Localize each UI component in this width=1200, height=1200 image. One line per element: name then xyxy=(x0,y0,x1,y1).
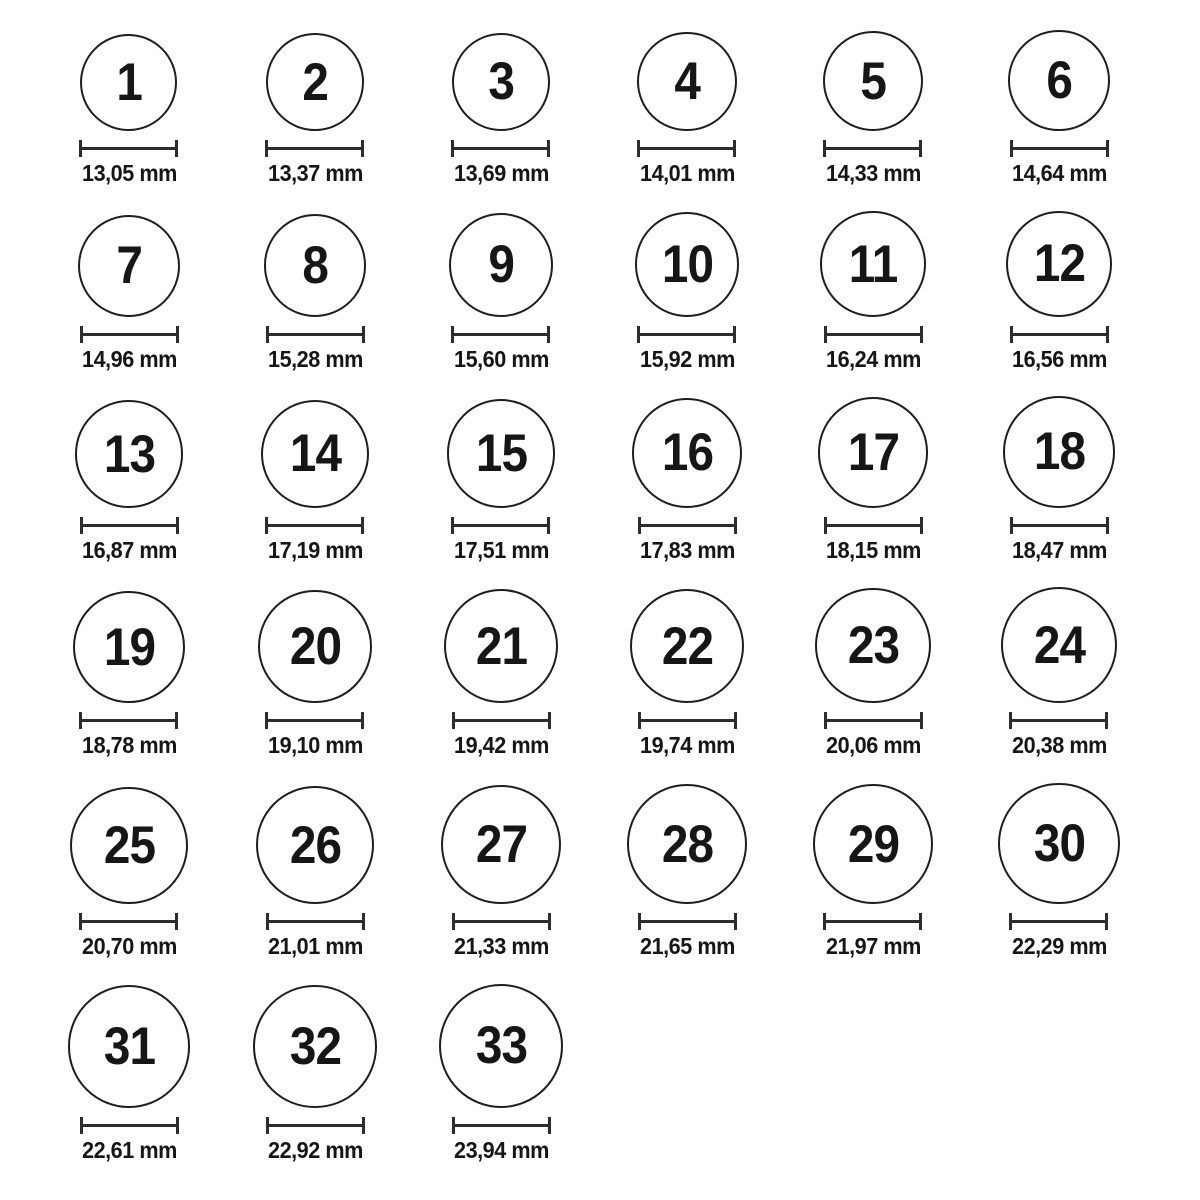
ring-size-number: 23 xyxy=(847,616,899,676)
ring-size-item xyxy=(823,30,924,187)
ring-size-item xyxy=(75,396,182,563)
diameter-ruler-icon xyxy=(451,326,550,343)
ring-size-number: 19 xyxy=(103,617,155,677)
ring-size-item xyxy=(813,783,934,960)
ring-circle xyxy=(813,784,934,905)
ring-size-item xyxy=(632,396,742,563)
ring-size-number: 18 xyxy=(1033,422,1085,482)
diameter-label: 23,94 mm xyxy=(453,1136,549,1163)
ring-size-item xyxy=(447,396,556,563)
diameter-label: 17,51 mm xyxy=(453,536,549,563)
diameter-label: 18,47 mm xyxy=(1011,536,1107,563)
ring-circle xyxy=(823,31,923,131)
ring-size-number: 28 xyxy=(661,814,713,874)
diameter-ruler-icon xyxy=(1010,326,1109,343)
ring-size-number: 30 xyxy=(1033,814,1085,874)
ring-circle xyxy=(444,589,558,703)
diameter-ruler-icon xyxy=(79,913,178,930)
diameter-ruler-icon xyxy=(79,140,178,157)
ring-size-number: 9 xyxy=(488,235,514,295)
ring-size-number: 2 xyxy=(302,52,328,112)
diameter-label: 22,61 mm xyxy=(81,1136,177,1163)
diameter-label: 13,37 mm xyxy=(267,160,363,187)
diameter-label: 22,92 mm xyxy=(267,1136,363,1163)
diameter-label: 20,06 mm xyxy=(825,732,921,759)
diameter-label: 21,01 mm xyxy=(267,933,363,960)
ring-size-item xyxy=(265,30,366,187)
diameter-ruler-icon xyxy=(1009,712,1108,729)
diameter-ruler-icon xyxy=(1010,517,1109,534)
ring-size-number: 24 xyxy=(1033,615,1085,675)
diameter-label: 20,38 mm xyxy=(1011,732,1107,759)
ring-size-number: 8 xyxy=(302,235,328,295)
diameter-ruler-icon xyxy=(79,712,178,729)
ring-circle xyxy=(439,984,563,1108)
ring-circle xyxy=(261,400,369,508)
ring-size-number: 3 xyxy=(488,52,514,112)
ring-size-number: 31 xyxy=(103,1017,155,1077)
ring-size-number: 13 xyxy=(103,424,155,484)
ring-size-item xyxy=(818,396,929,563)
diameter-label: 16,87 mm xyxy=(81,536,177,563)
ring-circle xyxy=(627,784,747,904)
diameter-ruler-icon xyxy=(452,913,551,930)
ring-size-item xyxy=(261,396,369,563)
diameter-ruler-icon xyxy=(80,1117,179,1134)
ring-circle xyxy=(73,591,185,703)
ring-size-item xyxy=(1006,211,1112,373)
diameter-label: 18,15 mm xyxy=(825,536,921,563)
ring-size-item xyxy=(258,587,371,759)
ring-size-item xyxy=(815,587,931,759)
ring-size-item xyxy=(264,211,367,373)
diameter-label: 21,65 mm xyxy=(639,933,735,960)
diameter-ruler-icon xyxy=(265,517,364,534)
ring-size-number: 4 xyxy=(674,51,700,111)
ring-size-item xyxy=(78,211,180,373)
ring-size-number: 11 xyxy=(848,234,898,294)
ring-size-number: 25 xyxy=(103,816,155,876)
diameter-label: 18,78 mm xyxy=(81,732,177,759)
diameter-ruler-icon xyxy=(265,140,364,157)
ring-size-item xyxy=(635,211,740,373)
diameter-label: 20,70 mm xyxy=(81,933,177,960)
diameter-label: 17,83 mm xyxy=(639,536,735,563)
ring-circle xyxy=(253,985,376,1108)
ring-size-item xyxy=(627,783,747,960)
diameter-ruler-icon xyxy=(1009,913,1108,930)
ring-size-number: 10 xyxy=(661,235,713,295)
diameter-label: 15,92 mm xyxy=(639,345,735,372)
ring-circle xyxy=(637,32,737,132)
diameter-label: 19,74 mm xyxy=(639,732,735,759)
diameter-label: 21,97 mm xyxy=(825,933,921,960)
diameter-ruler-icon xyxy=(1010,140,1109,157)
diameter-label: 16,56 mm xyxy=(1011,345,1107,372)
ring-size-item xyxy=(253,984,376,1163)
diameter-ruler-icon xyxy=(266,913,365,930)
ring-size-item xyxy=(637,30,738,187)
ring-circle xyxy=(80,34,177,131)
ring-size-number: 15 xyxy=(475,423,527,483)
ring-circle xyxy=(441,785,560,904)
ring-size-number: 29 xyxy=(847,814,899,874)
diameter-ruler-icon xyxy=(452,712,551,729)
ring-size-item xyxy=(820,211,926,373)
diameter-ruler-icon xyxy=(451,140,550,157)
ring-circle xyxy=(632,398,742,508)
ring-size-item xyxy=(998,783,1120,960)
diameter-label: 13,05 mm xyxy=(81,160,177,187)
ring-size-item xyxy=(1008,30,1109,187)
ring-size-number: 12 xyxy=(1033,234,1085,294)
ring-size-number: 21 xyxy=(475,616,527,676)
ring-size-item xyxy=(256,783,374,960)
diameter-label: 14,64 mm xyxy=(1011,160,1107,187)
diameter-label: 13,69 mm xyxy=(453,160,549,187)
diameter-label: 22,29 mm xyxy=(1011,933,1107,960)
ring-circle xyxy=(635,212,740,317)
ring-size-item xyxy=(73,587,185,759)
ring-size-number: 6 xyxy=(1046,51,1072,111)
diameter-ruler-icon xyxy=(637,326,736,343)
diameter-label: 19,10 mm xyxy=(267,732,363,759)
diameter-ruler-icon xyxy=(824,712,923,729)
ring-circle xyxy=(998,783,1120,905)
ring-circle xyxy=(68,985,191,1108)
ring-circle xyxy=(1008,30,1109,131)
ring-size-number: 5 xyxy=(860,51,886,111)
ring-size-number: 33 xyxy=(475,1016,527,1076)
diameter-ruler-icon xyxy=(638,712,737,729)
diameter-ruler-icon xyxy=(823,140,922,157)
ring-circle xyxy=(266,33,364,131)
diameter-ruler-icon xyxy=(266,1117,365,1134)
ring-size-item xyxy=(630,587,745,759)
ring-size-number: 27 xyxy=(475,815,527,875)
ring-circle xyxy=(78,215,180,317)
diameter-ruler-icon xyxy=(266,326,365,343)
ring-size-item xyxy=(79,30,180,187)
ring-size-number: 16 xyxy=(661,423,713,483)
ring-size-number: 22 xyxy=(661,616,713,676)
ring-circle xyxy=(70,787,187,904)
ring-size-item xyxy=(451,30,552,187)
diameter-label: 14,01 mm xyxy=(639,160,735,187)
ring-circle xyxy=(75,400,182,507)
diameter-ruler-icon xyxy=(80,326,179,343)
diameter-label: 17,19 mm xyxy=(267,536,363,563)
ring-circle xyxy=(264,214,367,317)
ring-circle xyxy=(1006,211,1112,317)
ring-size-number: 32 xyxy=(289,1016,341,1076)
diameter-label: 16,24 mm xyxy=(825,345,921,372)
ring-size-item xyxy=(441,783,560,960)
ring-size-number: 1 xyxy=(116,53,142,113)
ring-circle xyxy=(815,588,931,704)
diameter-ruler-icon xyxy=(638,517,737,534)
diameter-ruler-icon xyxy=(451,517,550,534)
ring-size-number: 7 xyxy=(116,236,142,296)
diameter-label: 15,60 mm xyxy=(453,345,549,372)
diameter-ruler-icon xyxy=(265,712,364,729)
ring-circle xyxy=(452,33,551,132)
diameter-label: 19,42 mm xyxy=(453,732,549,759)
diameter-label: 14,96 mm xyxy=(81,345,177,372)
ring-size-item xyxy=(70,783,187,960)
diameter-label: 15,28 mm xyxy=(267,345,363,372)
ring-size-item xyxy=(444,587,558,759)
ring-size-number: 14 xyxy=(289,424,341,484)
ring-circle xyxy=(1003,396,1114,507)
diameter-ruler-icon xyxy=(824,517,923,534)
diameter-ruler-icon xyxy=(823,913,922,930)
ring-size-number: 17 xyxy=(847,422,899,482)
ring-circle xyxy=(818,397,929,508)
diameter-label: 21,33 mm xyxy=(453,933,549,960)
ring-circle xyxy=(1001,587,1118,704)
diameter-ruler-icon xyxy=(824,326,923,343)
diameter-ruler-icon xyxy=(637,140,736,157)
ring-circle xyxy=(256,786,374,904)
ring-size-item xyxy=(68,984,191,1163)
diameter-ruler-icon xyxy=(452,1117,551,1134)
ring-size-item xyxy=(1003,396,1114,563)
diameter-label: 14,33 mm xyxy=(825,160,921,187)
diameter-ruler-icon xyxy=(80,517,179,534)
ring-circle xyxy=(820,211,926,317)
diameter-ruler-icon xyxy=(638,913,737,930)
ring-size-number: 20 xyxy=(289,617,341,677)
ring-size-number: 26 xyxy=(289,815,341,875)
ring-circle xyxy=(258,590,371,703)
ring-size-item xyxy=(449,211,553,373)
ring-size-item xyxy=(439,984,563,1163)
ring-circle xyxy=(630,589,745,704)
ring-circle xyxy=(447,399,556,508)
ring-size-item xyxy=(1001,587,1118,759)
ring-circle xyxy=(449,213,553,317)
